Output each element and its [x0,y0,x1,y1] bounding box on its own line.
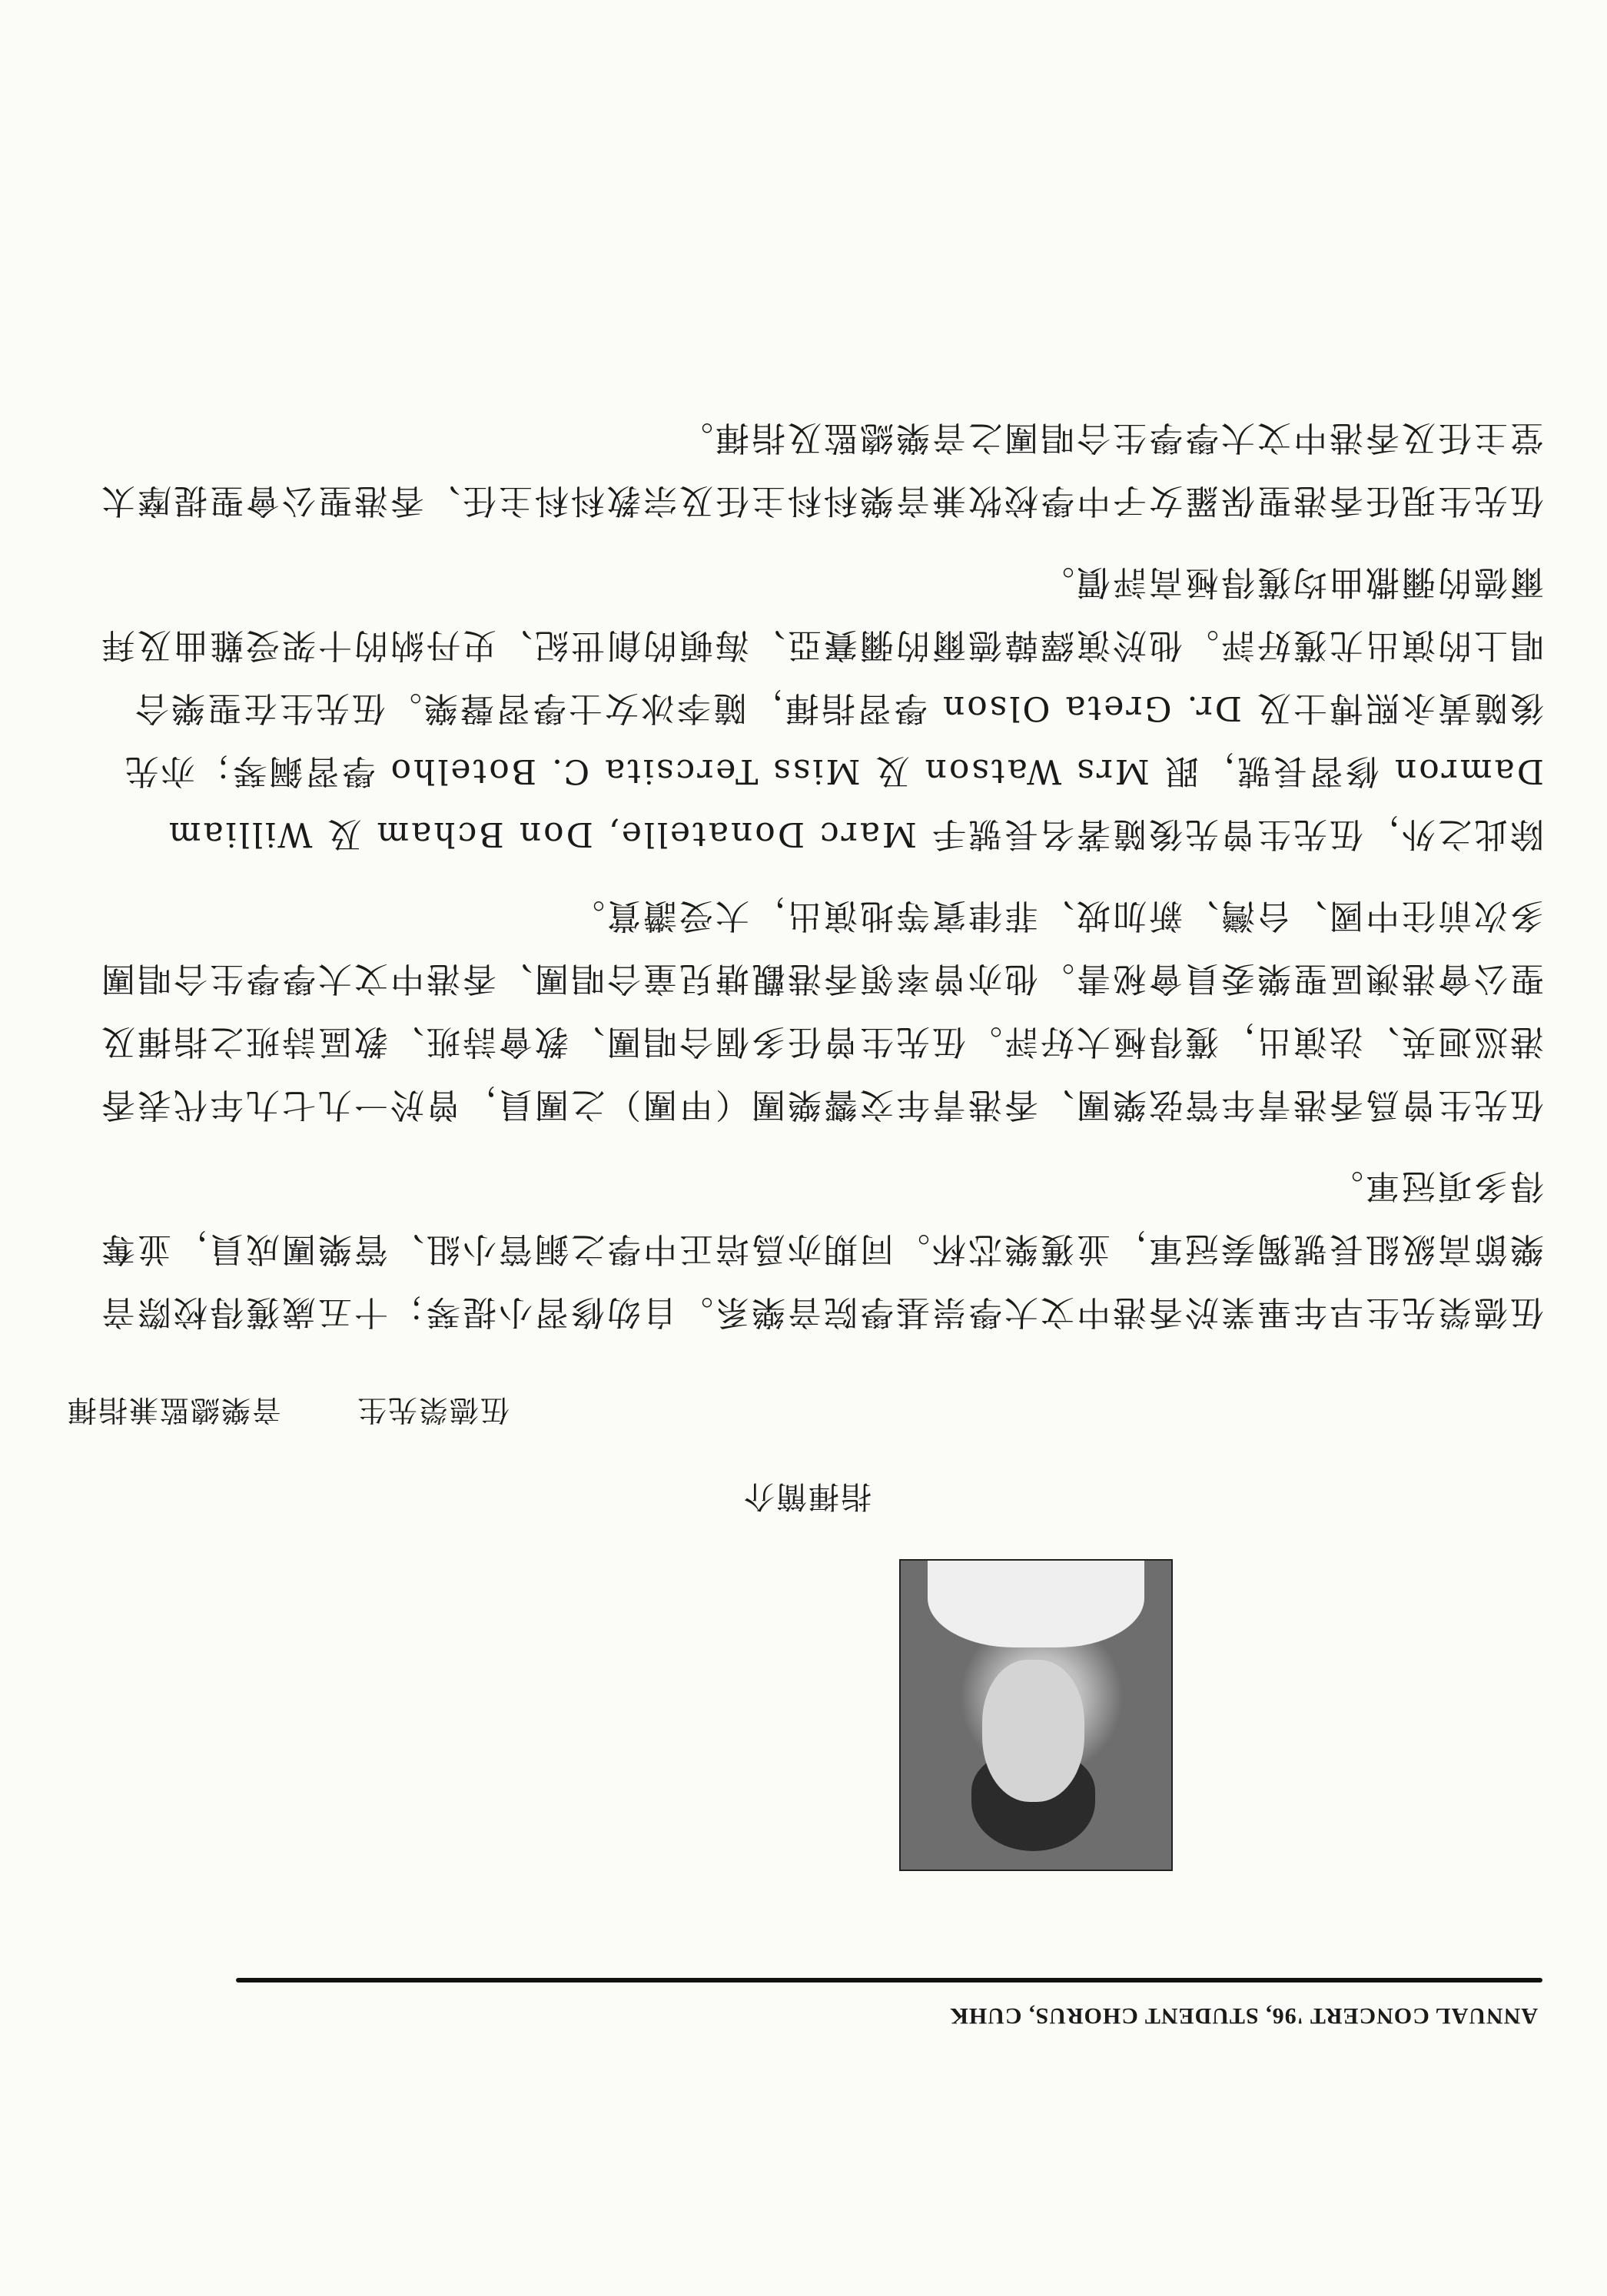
biography [99,387,1544,1343]
conductor-photo [899,1559,1173,1871]
section-title: 指揮簡介 [742,1478,872,1514]
photo-shirt [928,1559,1144,1647]
biography-paragraph: 伍先生現任香港聖保羅女子中學校牧兼音樂科科主任及宗教科科主任、香港聖公會聖提摩太堂主任及香港中文大學學生合唱團之音樂總監及指揮。 [99,418,1544,520]
conductor-name: 伍德榮先生 [355,1393,510,1427]
header-rule [236,1978,1542,1982]
conductor-role: 音樂總監兼指揮 [65,1393,281,1427]
biography-paragraph: 伍德榮先生早年畢業於香港中文大學崇基學院音樂系。自幼修習小提琴；十五歲獲得校際音樂節高級組長號獨奏冠軍，並獲樂芯杯。同期亦爲培正中學之銅管小組、管樂團成員，並奪得多項冠軍。 [99,1166,1544,1332]
biography-paragraph: 除此之外，伍先生曾先後隨著名長號手 Marc Donatelle, Don Bcham 及 William Damron 修習長號，跟 Mrs Watson 及 Miss Tercsita C. Botelho 學習鋼琴；亦先後隨黃永熙博士及 Dr. Greta Olson 學習指揮，隨李冰女士學習聲樂。伍先生在聖樂合唱上的演出尤獲好評。他於演繹韓德爾的彌賽亞、海頓的創世紀、史丹納的十架受難曲及拜爾德的彌撒曲均獲得極高評價。 [99,562,1544,854]
biography-paragraph: 伍先生曾爲香港青年管弦樂團、香港青年交響樂團（甲團）之團員，曾於一九七九年代表香港巡迴英、法演出，獲得極大好評。伍先生曾任多個合唱團、教會詩班、教區詩班之指揮及聖公會港澳區聖樂委員會秘書。他亦曾率領香港觀塘兒童合唱團、香港中文大學學生合唱團多次前往中國、台灣、新加坡、菲律賓等地演出，大受讚賞。 [99,896,1544,1124]
photo-face [982,1660,1085,1802]
running-head: ANNUAL CONCERT '96, STUDENT CHORUS, CUHK [949,2003,1538,2029]
